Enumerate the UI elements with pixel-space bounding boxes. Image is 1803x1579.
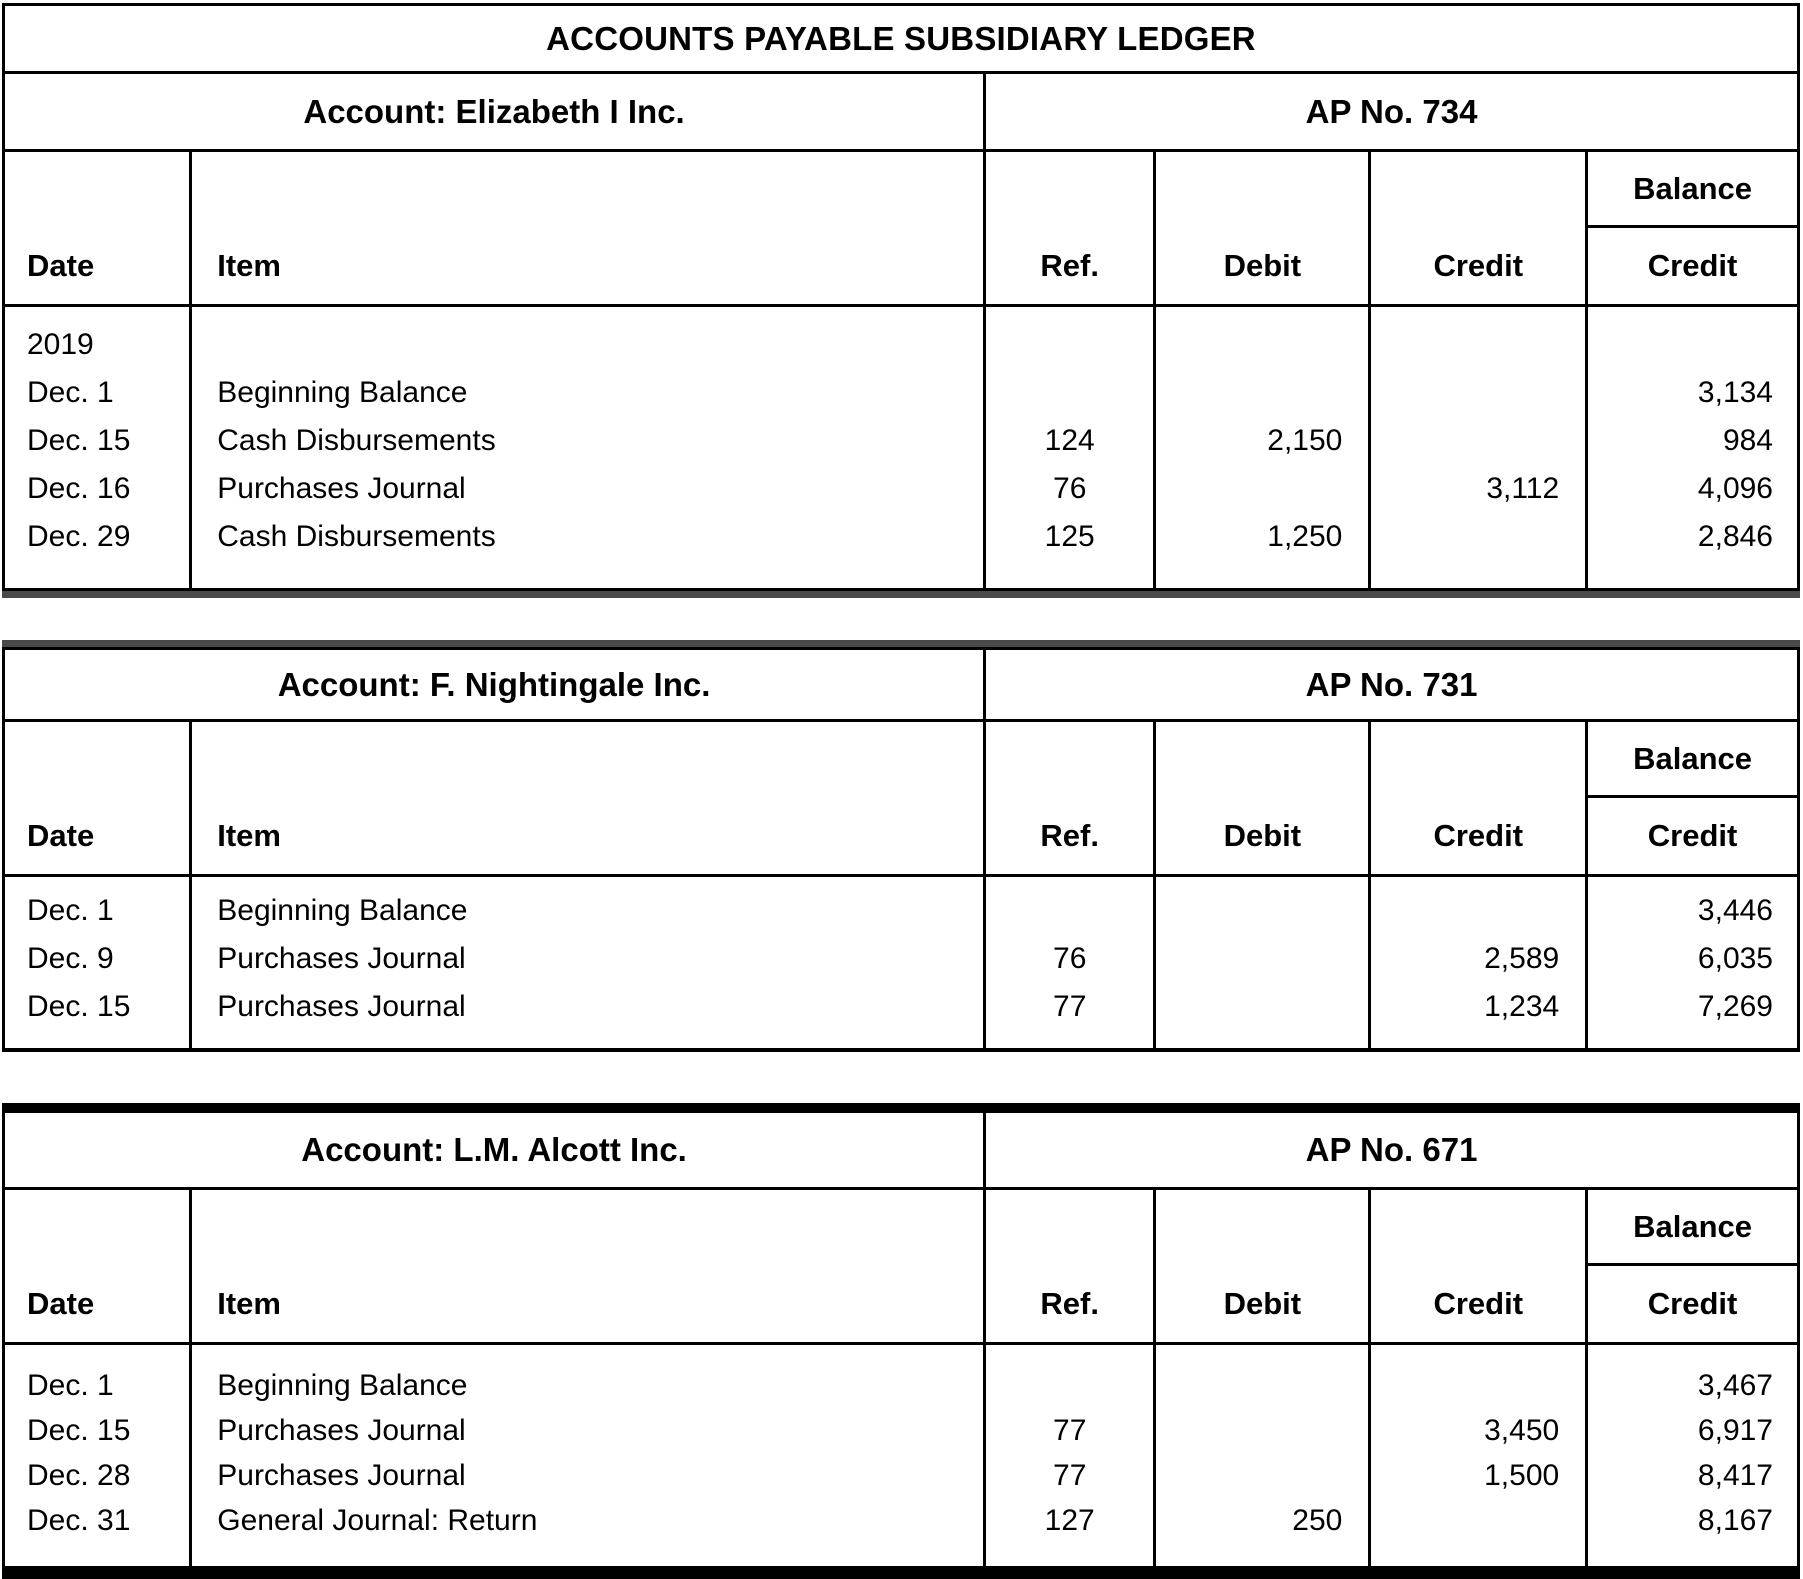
debit-cell: 1,250 xyxy=(1267,520,1343,553)
debit-cell xyxy=(1156,321,1368,369)
balance-cell xyxy=(1588,321,1797,369)
ref-column xyxy=(986,877,1156,1048)
item-cell: Purchases Journal xyxy=(217,1414,466,1447)
ref-cell: 77 xyxy=(1053,1459,1087,1492)
column-header-credit: Credit xyxy=(1371,722,1588,874)
ledger-rows xyxy=(5,1345,1797,1566)
account-header-row xyxy=(5,1113,1797,1190)
debit-cell xyxy=(1156,887,1368,935)
item-cell: Purchases Journal xyxy=(217,472,466,505)
item-cell: Purchases Journal xyxy=(217,990,466,1023)
ap-number: AP No. 734 xyxy=(1305,92,1478,130)
item-column xyxy=(192,307,986,588)
credit-column xyxy=(1371,307,1588,588)
ref-cell: 124 xyxy=(1044,424,1095,457)
date-cell: Dec. 1 xyxy=(27,1369,114,1402)
date-cell: Dec. 29 xyxy=(27,520,131,553)
ref-cell xyxy=(986,1363,1153,1408)
credit-column xyxy=(1371,877,1588,1048)
balance-cell: 7,269 xyxy=(1697,990,1773,1023)
credit-column xyxy=(1371,1345,1588,1566)
credit-cell: 2,589 xyxy=(1484,942,1560,975)
date-cell: Dec. 15 xyxy=(27,424,131,457)
debit-cell xyxy=(1156,369,1368,417)
debit-cell xyxy=(1156,465,1368,513)
debit-column xyxy=(1156,307,1371,588)
ledger-rows xyxy=(5,307,1797,588)
column-header-credit: Credit xyxy=(1371,152,1588,304)
date-column xyxy=(5,307,192,588)
ref-cell xyxy=(986,369,1153,417)
balance-cell: 984 xyxy=(1722,424,1773,457)
ref-cell: 125 xyxy=(1044,520,1095,553)
date-cell: Dec. 1 xyxy=(27,376,114,409)
credit-cell xyxy=(1371,1498,1585,1543)
credit-cell: 1,234 xyxy=(1484,990,1560,1023)
ap-number: AP No. 731 xyxy=(1305,665,1478,703)
column-header-row xyxy=(5,722,1797,877)
balance-cell: 3,467 xyxy=(1697,1369,1773,1402)
column-header-date: Date xyxy=(5,1190,192,1342)
date-cell: Dec. 16 xyxy=(27,472,131,505)
balance-cell: 4,096 xyxy=(1697,472,1773,505)
debit-cell xyxy=(1156,1363,1368,1408)
account-header-row xyxy=(5,74,1797,152)
column-header-debit: Debit xyxy=(1156,722,1371,874)
item-cell xyxy=(192,321,983,369)
credit-cell: 1,500 xyxy=(1484,1459,1560,1492)
balance-cell: 8,167 xyxy=(1697,1504,1773,1537)
item-column xyxy=(192,877,986,1048)
column-header-ref: Ref. xyxy=(986,722,1156,874)
balance-cell: 6,035 xyxy=(1697,942,1773,975)
debit-column xyxy=(1156,877,1371,1048)
date-column xyxy=(5,1345,192,1566)
item-cell: Purchases Journal xyxy=(217,1459,466,1492)
item-cell: Beginning Balance xyxy=(217,376,468,409)
credit-cell xyxy=(1371,887,1585,935)
credit-cell: 3,450 xyxy=(1484,1414,1560,1447)
account-name: Account: F. Nightingale Inc. xyxy=(5,650,986,719)
ref-cell: 76 xyxy=(1053,472,1087,505)
date-cell: Dec. 15 xyxy=(27,1414,131,1447)
column-header-ref: Ref. xyxy=(986,152,1156,304)
column-header-debit: Debit xyxy=(1156,152,1371,304)
balance-column xyxy=(1588,1345,1797,1566)
balance-column xyxy=(1588,307,1797,588)
credit-cell xyxy=(1371,417,1585,465)
column-header-balance-group xyxy=(1588,722,1797,874)
credit-cell: 3,112 xyxy=(1486,472,1560,505)
balance-credit-label: Credit xyxy=(1647,1286,1738,1321)
balance-group-label: Balance xyxy=(1588,1190,1797,1266)
debit-cell xyxy=(1156,1453,1368,1498)
ref-column xyxy=(986,1345,1156,1566)
balance-group-label: Balance xyxy=(1588,722,1797,798)
account-name: Account: Elizabeth I Inc. xyxy=(5,74,986,149)
column-header-ref: Ref. xyxy=(986,1190,1156,1342)
account-header-row xyxy=(5,650,1797,722)
date-cell: Dec. 15 xyxy=(27,990,131,1023)
column-header-row xyxy=(5,152,1797,307)
column-header-item: Item xyxy=(192,1190,986,1342)
account-ledger-table-nightingale xyxy=(2,647,1800,1052)
item-column xyxy=(192,1345,986,1566)
credit-cell xyxy=(1371,1363,1585,1408)
credit-cell xyxy=(1371,369,1585,417)
ref-column xyxy=(986,307,1156,588)
column-header-balance-group xyxy=(1588,152,1797,304)
balance-credit-label: Credit xyxy=(1647,248,1738,283)
item-cell: Beginning Balance xyxy=(217,1369,468,1402)
ref-cell: 77 xyxy=(1053,990,1087,1023)
column-header-balance-group xyxy=(1588,1190,1797,1342)
column-header-row xyxy=(5,1190,1797,1345)
column-header-item: Item xyxy=(192,722,986,874)
ref-cell xyxy=(986,321,1153,369)
account-ledger-table-elizabeth xyxy=(2,3,1800,591)
debit-cell xyxy=(1156,983,1368,1031)
balance-cell: 3,446 xyxy=(1697,894,1773,927)
ref-cell: 77 xyxy=(1053,1414,1087,1447)
item-cell: General Journal: Return xyxy=(217,1504,538,1537)
balance-credit-label: Credit xyxy=(1647,818,1738,853)
debit-cell xyxy=(1156,1408,1368,1453)
ref-cell: 127 xyxy=(1044,1504,1095,1537)
balance-cell: 3,134 xyxy=(1697,376,1773,409)
account-name: Account: L.M. Alcott Inc. xyxy=(5,1113,986,1187)
item-cell: Cash Disbursements xyxy=(217,424,496,457)
date-cell: Dec. 31 xyxy=(27,1504,131,1537)
ledger-title: ACCOUNTS PAYABLE SUBSIDIARY LEDGER xyxy=(5,6,1797,74)
credit-cell xyxy=(1371,513,1585,561)
column-header-debit: Debit xyxy=(1156,1190,1371,1342)
column-header-date: Date xyxy=(5,152,192,304)
ref-cell xyxy=(986,887,1153,935)
date-cell: 2019 xyxy=(27,328,94,361)
ap-number: AP No. 671 xyxy=(1305,1131,1478,1168)
date-cell: Dec. 1 xyxy=(27,894,114,927)
ref-cell: 76 xyxy=(1053,942,1087,975)
balance-cell: 8,417 xyxy=(1697,1459,1773,1492)
item-cell: Cash Disbursements xyxy=(217,520,496,553)
balance-group-label: Balance xyxy=(1588,152,1797,228)
account-ledger-table-alcott xyxy=(2,1103,1800,1579)
debit-cell: 250 xyxy=(1292,1504,1343,1537)
balance-cell: 6,917 xyxy=(1697,1414,1773,1447)
item-cell: Beginning Balance xyxy=(217,894,468,927)
date-cell: Dec. 9 xyxy=(27,942,114,975)
balance-cell: 2,846 xyxy=(1697,520,1773,553)
date-cell: Dec. 28 xyxy=(27,1459,131,1492)
ledger-rows xyxy=(5,877,1797,1048)
column-header-date: Date xyxy=(5,722,192,874)
column-header-credit: Credit xyxy=(1371,1190,1588,1342)
credit-cell xyxy=(1371,321,1585,369)
date-column xyxy=(5,877,192,1048)
debit-cell xyxy=(1156,935,1368,983)
item-cell: Purchases Journal xyxy=(217,942,466,975)
debit-cell: 2,150 xyxy=(1267,424,1343,457)
debit-column xyxy=(1156,1345,1371,1566)
column-header-item: Item xyxy=(192,152,986,304)
balance-column xyxy=(1588,877,1797,1048)
